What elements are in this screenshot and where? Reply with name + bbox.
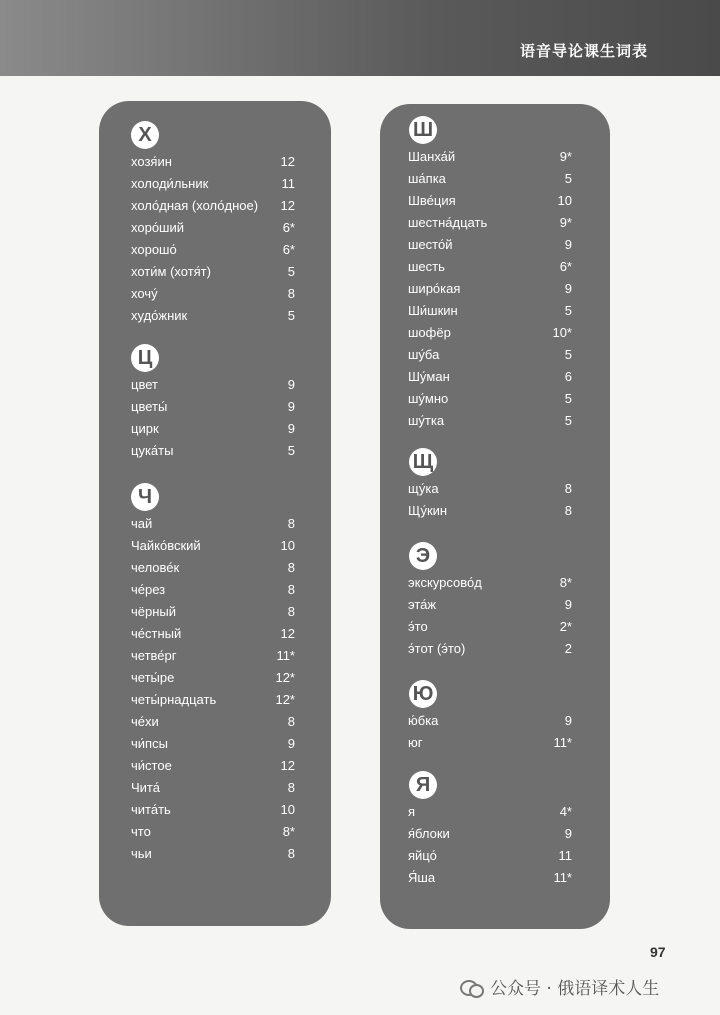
entry-lesson-number: 8 — [287, 286, 295, 301]
wechat-icon — [460, 978, 482, 996]
vocabulary-entry — [380, 190, 610, 212]
entry-word: четве́рг — [131, 648, 177, 663]
vocabulary-entry — [99, 217, 331, 239]
vocabulary-entry — [99, 151, 331, 173]
entry-word: чёрный — [131, 604, 177, 619]
entry-word: шесто́й — [408, 237, 453, 252]
entry-word: че́стный — [131, 626, 182, 641]
entry-word: я — [408, 804, 416, 819]
vocabulary-entry — [99, 623, 331, 645]
entry-word: худо́жник — [131, 308, 188, 323]
vocabulary-entry — [380, 146, 610, 168]
vocabulary-entry — [99, 374, 331, 396]
vocabulary-entry — [99, 283, 331, 305]
entry-word: хочу́ — [131, 286, 158, 301]
watermark — [460, 974, 659, 999]
entry-lesson-number: 5 — [287, 443, 295, 458]
vocabulary-entry — [380, 616, 610, 638]
entry-lesson-number: 8* — [559, 575, 572, 590]
vocabulary-entry — [99, 733, 331, 755]
entry-lesson-number: 11 — [558, 848, 572, 863]
page-number: 97 — [650, 944, 666, 960]
entry-word: э́то — [408, 619, 428, 634]
watermark-text: 公众号 · 俄语译术人生 — [490, 979, 660, 999]
entry-word: эта́ж — [408, 597, 437, 612]
entry-word: челове́к — [131, 560, 180, 575]
vocabulary-entry — [380, 867, 610, 889]
header-bar — [0, 0, 720, 76]
vocabulary-entry — [99, 711, 331, 733]
vocabulary-entry — [99, 667, 331, 689]
entry-word: экскурсово́д — [408, 575, 482, 590]
vocabulary-entry — [99, 513, 331, 535]
entry-lesson-number: 8 — [287, 604, 295, 619]
entry-word: четы́ре — [131, 670, 175, 685]
vocabulary-entry — [380, 388, 610, 410]
entry-lesson-number: 6 — [564, 369, 572, 384]
entry-lesson-number: 11 — [281, 176, 295, 191]
entry-lesson-number: 6* — [282, 242, 295, 257]
vocabulary-entry — [380, 366, 610, 388]
entry-word: шофёр — [408, 325, 451, 340]
entry-lesson-number: 11* — [553, 870, 572, 885]
section-letter-badge: Ц — [131, 344, 159, 372]
vocabulary-entry — [99, 440, 331, 462]
vocabulary-entry — [380, 845, 610, 867]
entry-lesson-number: 12 — [280, 198, 295, 213]
entry-lesson-number: 12* — [275, 692, 295, 707]
entry-word: чай — [131, 516, 153, 531]
entry-lesson-number: 11* — [553, 735, 572, 750]
vocabulary-entry — [99, 755, 331, 777]
vocabulary-entry — [99, 821, 331, 843]
vocabulary-entry — [99, 777, 331, 799]
entry-word: щу́ка — [408, 481, 439, 496]
entry-word: э́тот (э́то) — [408, 641, 466, 656]
entry-lesson-number: 2* — [559, 619, 572, 634]
vocabulary-entry — [380, 801, 610, 823]
vocabulary-entry — [99, 239, 331, 261]
section-letter-badge: Щ — [409, 448, 437, 476]
entry-word: Я́ша — [408, 870, 436, 885]
section-letter-badge: Э — [409, 542, 437, 570]
entry-lesson-number: 10 — [280, 538, 295, 553]
entry-lesson-number: 5 — [564, 171, 572, 186]
entry-lesson-number: 12 — [280, 154, 295, 169]
vocabulary-entry — [99, 396, 331, 418]
entry-word: холо́дная (холо́дное) — [131, 198, 259, 213]
entry-word: цука́ты — [131, 443, 174, 458]
entry-lesson-number: 11* — [276, 648, 295, 663]
vocabulary-entry — [380, 823, 610, 845]
section-letter-badge: Ш — [409, 116, 437, 144]
entry-word: цвет — [131, 377, 158, 392]
vocabulary-entry — [99, 645, 331, 667]
entry-lesson-number: 8* — [282, 824, 295, 839]
entry-word: чи́псы — [131, 736, 168, 751]
entry-word: Чита́ — [131, 780, 160, 795]
vocabulary-entry — [380, 344, 610, 366]
entry-word: хоти́м (хотя́т) — [131, 264, 211, 279]
entry-word: яйцо́ — [408, 848, 437, 863]
entry-lesson-number: 8 — [287, 714, 295, 729]
entry-word: холоди́льник — [131, 176, 209, 191]
entry-lesson-number: 6* — [282, 220, 295, 235]
entry-word: широ́кая — [408, 281, 461, 296]
vocabulary-entry — [380, 572, 610, 594]
vocabulary-entry — [380, 594, 610, 616]
entry-lesson-number: 5 — [287, 264, 295, 279]
entry-lesson-number: 8 — [287, 516, 295, 531]
entry-word: шу́мно — [408, 391, 449, 406]
entry-word: цветы́ — [131, 399, 168, 414]
vocabulary-entry — [99, 418, 331, 440]
page-title: 语音导论课生词表 — [519, 42, 648, 60]
entry-word: шесть — [408, 259, 445, 274]
entry-lesson-number: 9 — [564, 237, 572, 252]
entry-word: цирк — [131, 421, 159, 436]
vocabulary-entry — [380, 278, 610, 300]
entry-word: что — [131, 824, 151, 839]
entry-word: шестна́дцать — [408, 215, 488, 230]
entry-lesson-number: 9 — [564, 281, 572, 296]
entry-lesson-number: 9 — [287, 399, 295, 414]
vocabulary-entry — [99, 799, 331, 821]
entry-word: чи́стое — [131, 758, 172, 773]
entry-word: хоро́ший — [131, 220, 184, 235]
vocabulary-entry — [380, 256, 610, 278]
vocabulary-entry — [99, 557, 331, 579]
entry-word: Шу́ман — [408, 369, 450, 384]
vocabulary-entry — [380, 212, 610, 234]
entry-lesson-number: 9 — [287, 421, 295, 436]
vocabulary-entry — [380, 732, 610, 754]
section-letter-badge: Ч — [131, 483, 159, 511]
entry-word: Чайко́вский — [131, 538, 201, 553]
entry-word: Щу́кин — [408, 503, 448, 518]
entry-lesson-number: 8 — [564, 503, 572, 518]
vocabulary-entry — [380, 300, 610, 322]
entry-word: шу́ба — [408, 347, 440, 362]
section-letter-badge: Х — [131, 121, 159, 149]
vocabulary-entry — [99, 173, 331, 195]
vocabulary-entry — [99, 601, 331, 623]
vocabulary-entry — [380, 478, 610, 500]
entry-lesson-number: 8 — [287, 560, 295, 575]
section-letter-badge: Я — [409, 771, 437, 799]
vocabulary-entry — [380, 410, 610, 432]
vocabulary-entry — [99, 261, 331, 283]
entry-lesson-number: 4* — [559, 804, 572, 819]
entry-lesson-number: 8 — [287, 846, 295, 861]
entry-word: я́блоки — [408, 826, 450, 841]
entry-lesson-number: 2 — [564, 641, 572, 656]
vocabulary-entry — [380, 638, 610, 660]
vocabulary-entry — [99, 195, 331, 217]
vocabulary-entry — [99, 305, 331, 327]
entry-lesson-number: 10* — [552, 325, 572, 340]
entry-lesson-number: 9* — [559, 149, 572, 164]
entry-lesson-number: 8 — [564, 481, 572, 496]
entry-lesson-number: 12 — [280, 626, 295, 641]
entry-lesson-number: 8 — [287, 780, 295, 795]
entry-lesson-number: 12* — [275, 670, 295, 685]
entry-lesson-number: 9 — [564, 826, 572, 841]
entry-lesson-number: 10 — [557, 193, 572, 208]
vocabulary-entry — [99, 843, 331, 865]
entry-lesson-number: 5 — [564, 391, 572, 406]
vocabulary-entry — [380, 500, 610, 522]
entry-lesson-number: 9 — [287, 377, 295, 392]
entry-word: юг — [408, 735, 423, 750]
entry-lesson-number: 5 — [564, 303, 572, 318]
entry-word: ю́бка — [408, 713, 439, 728]
entry-word: че́хи — [131, 714, 159, 729]
entry-lesson-number: 9 — [564, 597, 572, 612]
entry-lesson-number: 5 — [564, 413, 572, 428]
entry-word: че́рез — [131, 582, 166, 597]
entry-lesson-number: 9 — [564, 713, 572, 728]
vocabulary-entry — [380, 322, 610, 344]
entry-word: чьи — [131, 846, 152, 861]
entry-lesson-number: 5 — [564, 347, 572, 362]
vocabulary-panel-left — [99, 101, 331, 926]
vocabulary-panel-right — [380, 104, 610, 929]
entry-lesson-number: 8 — [287, 582, 295, 597]
entry-word: хорошо́ — [131, 242, 177, 257]
entry-word: четы́рнадцать — [131, 692, 217, 707]
vocabulary-entry — [99, 579, 331, 601]
entry-lesson-number: 12 — [280, 758, 295, 773]
entry-word: хозя́ин — [131, 154, 172, 169]
entry-lesson-number: 9 — [287, 736, 295, 751]
entry-word: Ши́шкин — [408, 303, 458, 318]
section-letter-badge: Ю — [409, 680, 437, 708]
vocabulary-entry — [380, 168, 610, 190]
entry-word: Шве́ция — [408, 193, 456, 208]
entry-lesson-number: 9* — [559, 215, 572, 230]
vocabulary-entry — [99, 535, 331, 557]
entry-lesson-number: 10 — [280, 802, 295, 817]
entry-word: Шанха́й — [408, 149, 456, 164]
entry-word: ша́пка — [408, 171, 446, 186]
vocabulary-entry — [380, 710, 610, 732]
vocabulary-entry — [99, 689, 331, 711]
vocabulary-entry — [380, 234, 610, 256]
entry-word: шу́тка — [408, 413, 445, 428]
entry-lesson-number: 6* — [559, 259, 572, 274]
entry-word: чита́ть — [131, 802, 171, 817]
entry-lesson-number: 5 — [287, 308, 295, 323]
